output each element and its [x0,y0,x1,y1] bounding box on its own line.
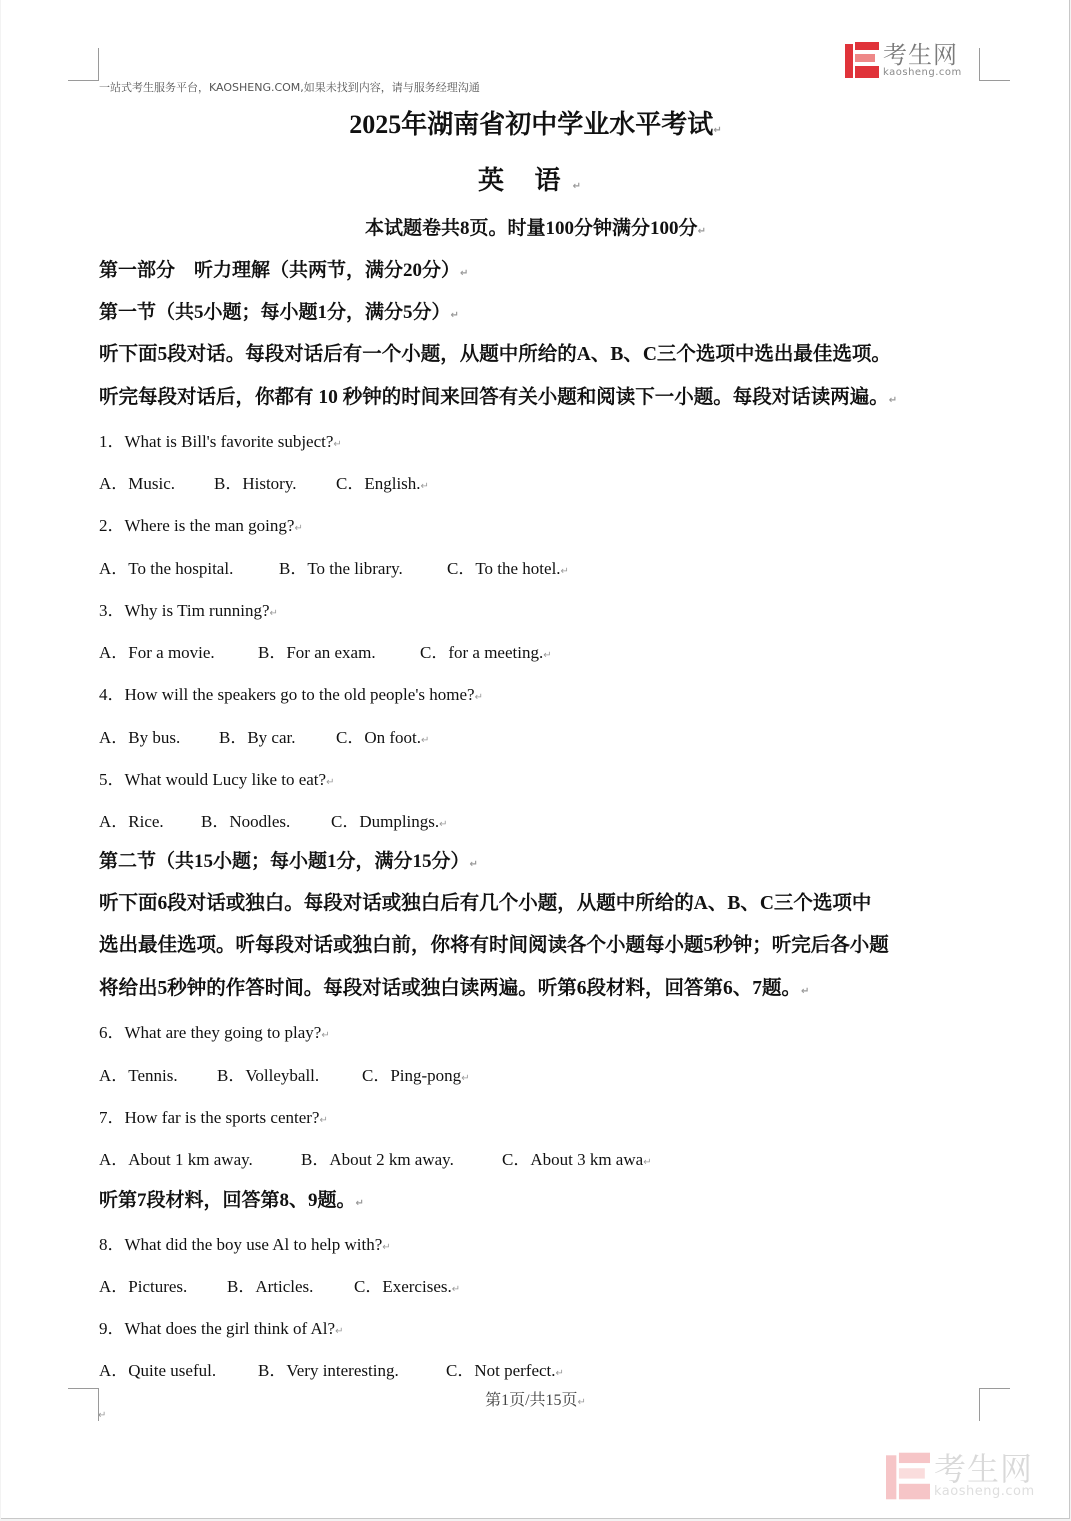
exam-title: 2025年湖南省初中学业水平考试↵ [349,110,722,139]
section-one-heading: 第一节（共5小题；每小题1分，满分5分）↵ [99,302,459,323]
question-5: 5．What would Lucy like to eat?↵ [99,770,335,789]
section-two-instructions-line-2: 选出最佳选项。听每段对话或独白前，你将有时间阅读各个小题每小题5秒钟；听完后各小题 [99,935,889,956]
option-c: C．for a meeting. [420,643,544,662]
kaosheng-watermark-icon [886,1452,930,1500]
question-5-options: A．Rice. B．Noodles. C．Dumplings.↵ [99,812,448,831]
section-two-heading: 第二节（共15小题；每小题1分，满分15分）↵ [99,851,478,872]
kaosheng-logo [845,42,962,78]
section-two-instructions-line-3: 将给出5秒钟的作答时间。每段对话或独白读两遍。听第6段材料，回答第6、7题。↵ [99,978,810,999]
page-footer: 第1页/共15页↵ [485,1392,586,1409]
option-a: A．Music. [99,474,176,493]
subject-title: 英 语↵ [478,166,593,195]
part-one-heading: 第一部分 听力理解（共两节，满分20分）↵ [99,260,469,281]
option-b: B．To the library. [279,559,403,578]
question-9: 9．What does the girl think of Al?↵ [99,1319,344,1338]
option-c: C．Not perfect. [446,1361,556,1380]
option-b: B．By car. [219,728,296,747]
question-8: 8．What did the boy use Al to help with?↵ [99,1235,391,1254]
logo-cn-text: 考生网 [883,40,958,69]
option-c: C．Exercises. [354,1277,452,1296]
question-3-options: A．For a movie. B．For an exam. C．for a meeting.↵ [99,643,552,662]
option-b: B．History. [214,474,297,493]
crop-mark-top-left [68,48,99,81]
question-8-options: A．Pictures. B．Articles. C．Exercises.↵ [99,1277,461,1296]
exam-info: 本试题卷共8页。时量100分钟满分100分↵ [365,218,706,239]
option-b: B．Very interesting. [258,1361,399,1380]
question-6: 6．What are they going to play?↵ [99,1023,330,1042]
option-a: A．For a movie. [99,643,215,662]
question-4: 4．How will the speakers go to the old people's home?↵ [99,685,483,704]
question-4-options: A．By bus. B．By car. C．On foot.↵ [99,728,430,747]
option-b: B．Articles. [227,1277,314,1296]
header-note: 一站式考生服务平台，KAOSHENG.COM,如果未找到内容，请与服务经理沟通 [99,81,480,94]
option-b: B．For an exam. [258,643,376,662]
section-one-instructions-line-2: 听完每段对话后，你都有 10 秒钟的时间来回答有关小题和阅读下一小题。每段对话读两遍。↵ [99,387,898,408]
option-a: A．Quite useful. [99,1361,217,1380]
option-a: A．To the hospital. [99,559,234,578]
paragraph-mark-bottom: ↵ [98,1410,107,1421]
question-3: 3．Why is Tim running?↵ [99,601,278,620]
section-one-instructions-line-1: 听下面5段对话。每段对话后有一个小题，从题中所给的A、B、C三个选项中选出最佳选项。 [99,344,891,365]
watermark-cn-text: 考生网 [934,1450,1034,1488]
logo-en-text: kaosheng.com [883,66,962,78]
option-a: A．Pictures. [99,1277,188,1296]
question-9-options: A．Quite useful. B．Very interesting. C．Not perfect.↵ [99,1361,564,1380]
option-a: A．About 1 km away. [99,1150,253,1169]
option-a: A．Tennis. [99,1066,178,1085]
question-2: 2．Where is the man going?↵ [99,516,303,535]
option-c: C．On foot. [336,728,421,747]
option-c: C．English. [336,474,421,493]
question-1-options: A．Music. B．History. C．English.↵ [99,474,429,493]
question-7-options: A．About 1 km away. B．About 2 km away. C．About 3 km awa↵ [99,1150,652,1169]
question-7: 7．How far is the sports center?↵ [99,1108,328,1127]
option-c: C．Dumplings. [331,812,440,831]
option-b: B．About 2 km away. [301,1150,454,1169]
option-c: C．To the hotel. [447,559,561,578]
option-b: B．Noodles. [201,812,291,831]
question-1: 1．What is Bill's favorite subject?↵ [99,432,342,451]
option-c: C．Ping-pong [362,1066,462,1085]
question-6-options: A．Tennis. B．Volleyball. C．Ping-pong↵ [99,1066,470,1085]
option-c: C．About 3 km awa [502,1150,644,1169]
watermark-en-text: kaosheng.com [934,1484,1035,1499]
section-two-instructions-line-1: 听下面6段对话或独白。每段对话或独白后有几个小题，从题中所给的A、B、C三个选项中 [99,893,872,914]
option-b: B．Volleyball. [217,1066,320,1085]
question-2-options: A．To the hospital. B．To the library. C．To the hotel.↵ [99,559,569,578]
kaosheng-logo-icon [845,42,879,78]
option-a: A．By bus. [99,728,181,747]
crop-mark-top-right [979,48,1010,81]
material-7-heading: 听第7段材料，回答第8、9题。↵ [99,1190,364,1211]
kaosheng-watermark-logo [886,1452,1035,1500]
option-a: A．Rice. [99,812,164,831]
